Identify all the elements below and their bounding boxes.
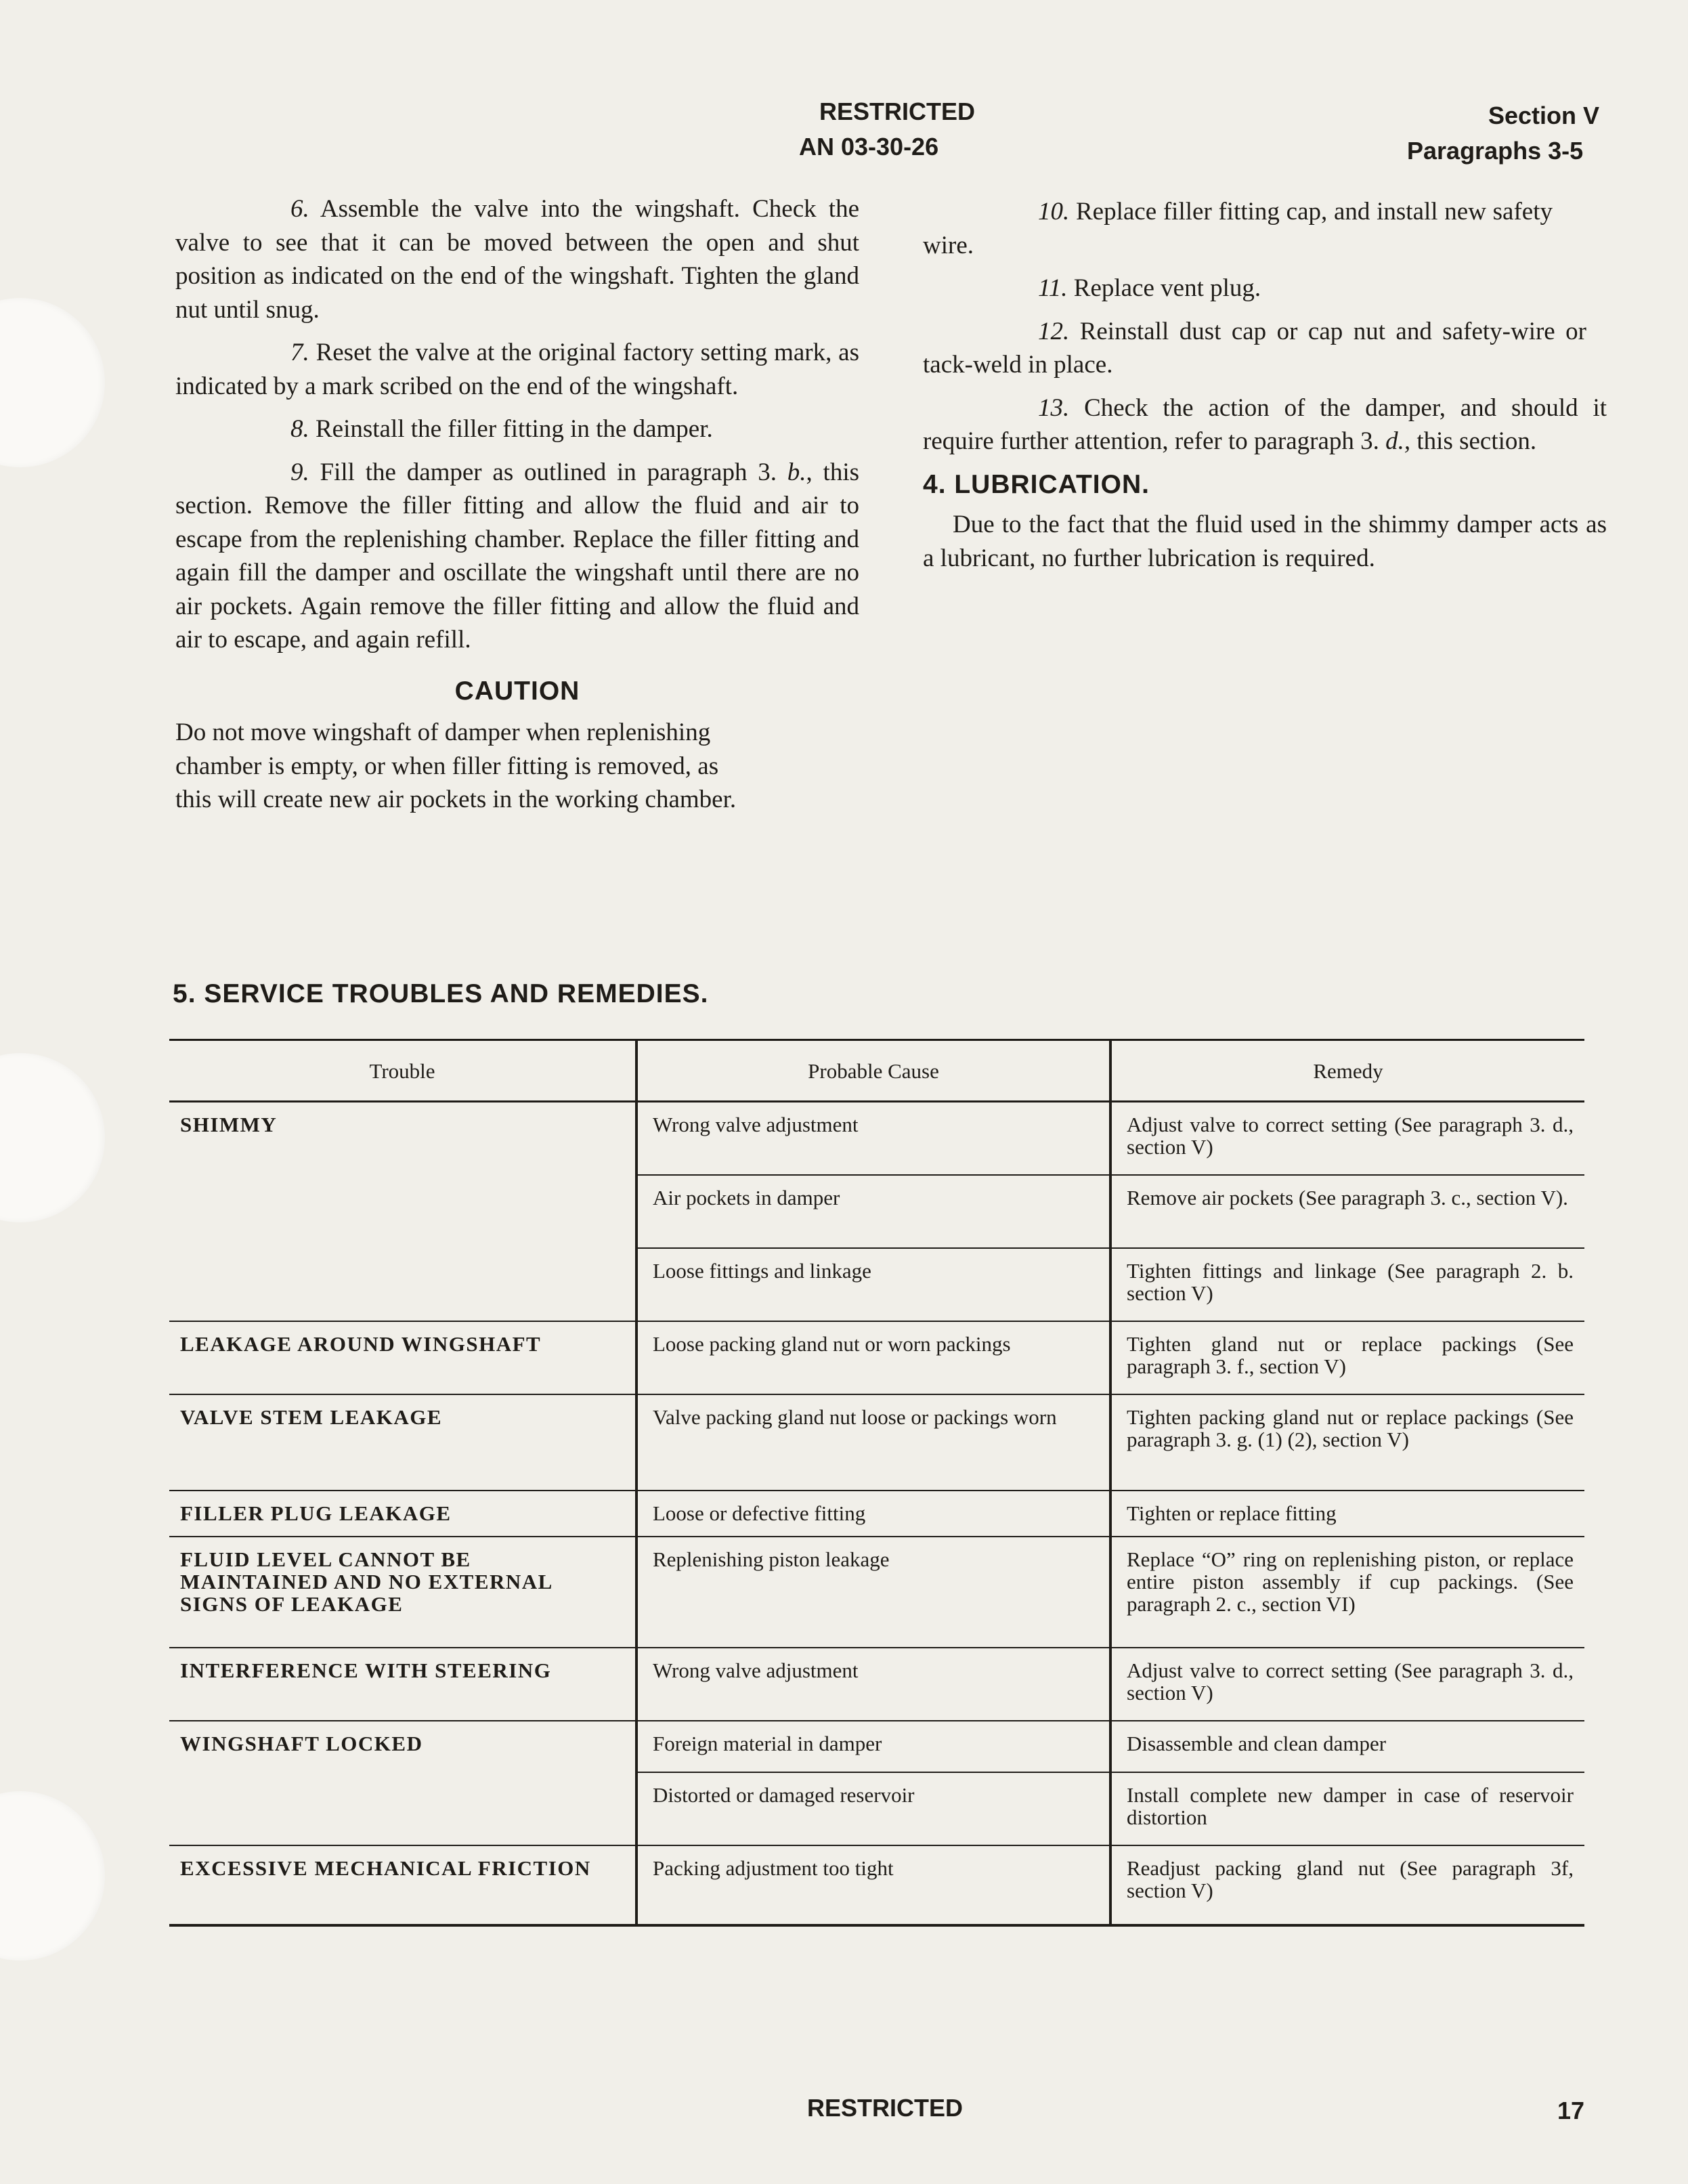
trouble-cell: FLUID LEVEL CANNOT BE MAINTAINED AND NO EXTERNAL SIGNS OF LEAKAGE bbox=[169, 1537, 636, 1648]
paragraph-10: 10. Replace filler fitting cap, and install new safety wire. bbox=[923, 198, 1553, 259]
trouble-cell: FILLER PLUG LEAKAGE bbox=[169, 1491, 636, 1537]
remedy-cell: Tighten gland nut or replace packings (See paragraph 3. f., section V) bbox=[1110, 1321, 1584, 1394]
trouble-cell: WINGSHAFT LOCKED bbox=[180, 1731, 423, 1755]
caution-heading: CAUTION bbox=[454, 676, 580, 706]
table-row bbox=[169, 1772, 1584, 1845]
header-doc-number: AN 03-30-26 bbox=[799, 133, 939, 160]
remedy-cell: Disassemble and clean damper bbox=[1110, 1721, 1584, 1772]
remedy-cell: Adjust valve to correct setting (See paragraph 3. d., section V) bbox=[1110, 1648, 1584, 1721]
remedy-cell: Replace “O” ring on replenishing piston, or replace entire piston assembly if cup packings. (See paragraph 2. c., section VI) bbox=[1110, 1537, 1584, 1648]
page-number: 17 bbox=[1557, 2097, 1585, 2124]
paragraph-13: 13. Check the action of the damper, and should it require further attention, refer to paragraph 3. d., this section. bbox=[923, 393, 1607, 455]
cause-cell: Replenishing piston leakage bbox=[636, 1537, 1110, 1648]
trouble-cell: LEAKAGE AROUND WINGSHAFT bbox=[169, 1321, 636, 1394]
paragraph-9: 9. Fill the damper as outlined in paragraph 3. b., this section. Remove the filler fitting and allow the fluid and air to escape from the replenishing chamber. Replace the filler fitting and again fill the damper and oscillate the wingshaft until there are no air pockets. Again remove the filler fitting and allow the fluid and air to escape, and again refill. bbox=[175, 458, 860, 654]
table-row bbox=[169, 1248, 1584, 1321]
trouble-cell: SHIMMY bbox=[180, 1113, 278, 1136]
table-row bbox=[169, 1721, 1584, 1772]
table-row bbox=[169, 1321, 1584, 1394]
remedy-cell: Remove air pockets (See paragraph 3. c., section V). bbox=[1110, 1175, 1584, 1248]
cause-cell: Distorted or damaged reservoir bbox=[636, 1772, 1110, 1845]
troubles-table bbox=[169, 1039, 1584, 1927]
paragraph-12: 12. Reinstall dust cap or cap nut and safety-wire or tack-weld in place. bbox=[923, 317, 1586, 379]
column-header-trouble: Trouble bbox=[169, 1040, 636, 1102]
cause-cell: Valve packing gland nut loose or packings worn bbox=[636, 1394, 1110, 1491]
column-header-remedy: Remedy bbox=[1110, 1040, 1584, 1102]
cause-cell: Wrong valve adjustment bbox=[636, 1648, 1110, 1721]
remedy-cell: Tighten or replace fitting bbox=[1110, 1491, 1584, 1537]
cause-cell: Packing adjustment too tight bbox=[636, 1845, 1110, 1925]
table-row bbox=[169, 1845, 1584, 1925]
paragraph-8: 8. Reinstall the filler fitting in the damper. bbox=[290, 415, 713, 443]
remedy-cell: Install complete new damper in case of reservoir distortion bbox=[1110, 1772, 1584, 1845]
header-section: Section V bbox=[1488, 102, 1600, 129]
right-column bbox=[923, 195, 1607, 584]
section-4-heading: 4. LUBRICATION. bbox=[923, 469, 1150, 499]
cause-cell: Loose fittings and linkage bbox=[636, 1248, 1110, 1321]
remedy-cell: Tighten packing gland nut or replace packings (See paragraph 3. g. (1) (2), section V) bbox=[1110, 1394, 1584, 1491]
header-restricted: RESTRICTED bbox=[819, 98, 976, 125]
caution-text: Do not move wingshaft of damper when replenishing chamber is empty, or when filler fitting is removed, as this will create new air pockets in the working chamber. bbox=[175, 719, 737, 813]
table-row bbox=[169, 1394, 1584, 1491]
remedy-cell: Readjust packing gland nut (See paragraph 3f, section V) bbox=[1110, 1845, 1584, 1925]
section-4-text: Due to the fact that the fluid used in the shimmy damper acts as a lubricant, no further lubrication is required. bbox=[923, 511, 1607, 572]
cause-cell: Air pockets in damper bbox=[636, 1175, 1110, 1248]
trouble-cell: EXCESSIVE MECHANICAL FRICTION bbox=[169, 1845, 636, 1925]
cause-cell: Loose packing gland nut or worn packings bbox=[636, 1321, 1110, 1394]
paragraph-11: 11. Replace vent plug. bbox=[1038, 274, 1261, 302]
punch-hole-bottom bbox=[0, 1791, 105, 1961]
table-row bbox=[169, 1491, 1584, 1537]
header-paragraphs: Paragraphs 3-5 bbox=[1407, 137, 1584, 165]
cause-cell: Foreign material in damper bbox=[636, 1721, 1110, 1772]
table-header-row bbox=[169, 1040, 1584, 1102]
cause-cell: Wrong valve adjustment bbox=[636, 1102, 1110, 1175]
punch-hole-middle bbox=[0, 1053, 105, 1222]
paragraph-6: 6. Assemble the valve into the wingshaft. Check the valve to see that it can be moved between the open and shut position as indicated on the end of the wingshaft. Tighten the gland nut until snug. bbox=[175, 195, 859, 324]
table-row bbox=[169, 1102, 1584, 1175]
trouble-cell bbox=[169, 1772, 636, 1845]
footer-restricted: RESTRICTED bbox=[807, 2094, 964, 2122]
punch-hole-top bbox=[0, 298, 105, 467]
table-row bbox=[169, 1175, 1584, 1248]
paragraph-7: 7. Reset the valve at the original factory setting mark, as indicated by a mark scribed on the end of the wingshaft. bbox=[175, 339, 859, 400]
table-row bbox=[169, 1537, 1584, 1648]
trouble-cell: INTERFERENCE WITH STEERING bbox=[169, 1648, 636, 1721]
column-header-probable-cause: Probable Cause bbox=[636, 1040, 1110, 1102]
left-column bbox=[175, 192, 859, 826]
remedy-cell: Adjust valve to correct setting (See paragraph 3. d., section V) bbox=[1110, 1102, 1584, 1175]
section-5-heading: 5. SERVICE TROUBLES AND REMEDIES. bbox=[173, 979, 709, 1008]
cause-cell: Loose or defective fitting bbox=[636, 1491, 1110, 1537]
trouble-cell bbox=[169, 1175, 636, 1248]
trouble-cell bbox=[169, 1248, 636, 1321]
trouble-cell: VALVE STEM LEAKAGE bbox=[169, 1394, 636, 1491]
table-row bbox=[169, 1648, 1584, 1721]
remedy-cell: Tighten fittings and linkage (See paragraph 2. b. section V) bbox=[1110, 1248, 1584, 1321]
